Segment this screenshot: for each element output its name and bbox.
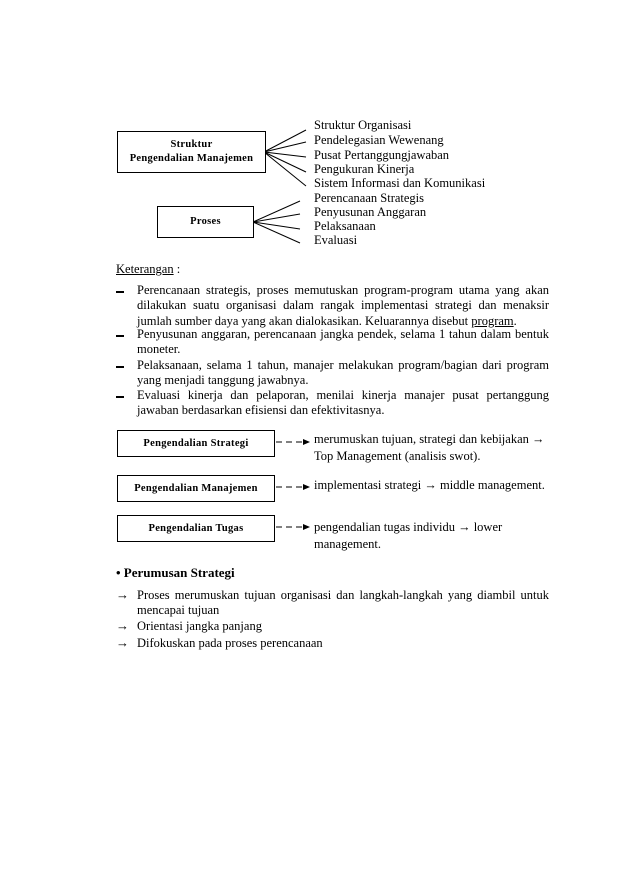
keterangan-item: Penyusunan anggaran, perencanaan jangka pendek, selama 1 tahun dalam bentuk moneter. xyxy=(137,327,549,357)
struktur-item: Pendelegasian Wewenang xyxy=(314,133,444,147)
program-link: program xyxy=(471,313,514,328)
level-desc xyxy=(314,477,545,494)
struktur-item: Struktur Organisasi xyxy=(314,118,412,132)
keterangan-colon: : xyxy=(173,262,181,276)
perumusan-item-line: Proses merumuskan tujuan organisasi dan langkah-langkah yang diambil untuk xyxy=(137,588,549,602)
proses-box xyxy=(157,206,254,238)
struktur-item: Pengukuran Kinerja xyxy=(314,162,415,176)
dash-bullet xyxy=(116,335,124,337)
struktur-box-line1: Struktur xyxy=(170,139,213,150)
keterangan-item-end: . xyxy=(513,313,517,328)
dash-bullet xyxy=(116,291,124,293)
level-desc-line: Top Management (analisis swot). xyxy=(314,449,481,463)
level-desc-line: merumuskan tujuan, strategi dan kebijakan → xyxy=(314,432,545,446)
pengendalian-strategi-box xyxy=(117,430,275,457)
proses-box-label: Proses xyxy=(190,216,221,227)
dash-bullet xyxy=(116,366,124,368)
perumusan-item: Difokuskan pada proses perencanaan xyxy=(137,636,323,650)
dash-bullet xyxy=(116,396,124,398)
level-desc-line: pengendalian tugas individu → lower xyxy=(314,520,503,534)
struktur-box xyxy=(117,131,266,173)
arrow-bullet: → xyxy=(116,587,129,602)
arrow-bullet: → xyxy=(116,618,129,633)
perumusan-item xyxy=(137,588,549,619)
level-desc xyxy=(314,431,545,465)
pengendalian-manajemen-box xyxy=(117,475,275,502)
keterangan-item: Pelaksanaan, selama 1 tahun, manajer melakukan program/bagian dari program yang menjadi tanggung jawabnya. xyxy=(137,358,549,388)
level-desc xyxy=(314,519,502,553)
struktur-item: Pusat Pertanggungjawaban xyxy=(314,148,450,162)
keterangan-item: Evaluasi kinerja dan pelaporan, menilai kinerja manajer pusat pertanggung jawaban berdasarkan efisiensi dan efektivitasnya. xyxy=(137,388,549,418)
keterangan-heading xyxy=(116,262,180,277)
perumusan-item-line: mencapai tujuan xyxy=(137,603,220,618)
level-box-label: Pengendalian Manajemen xyxy=(134,482,258,494)
level-desc-line: management. xyxy=(314,537,381,551)
keterangan-label: Keterangan xyxy=(116,262,174,276)
perumusan-heading: • Perumusan Strategi xyxy=(116,565,235,580)
level-box-label: Pengendalian Tugas xyxy=(148,522,244,534)
keterangan-item-text: Perencanaan strategis, proses memutuskan program-program utama yang akan dilakukan suatu organisasi dalam rangak implementasi strategi dan menaksir jumlah sumber daya yang akan dialokasikan. Keluarannya disebut xyxy=(137,283,549,328)
level-box-label: Pengendalian Strategi xyxy=(143,437,249,449)
level-desc-line: implementasi strategi → middle management. xyxy=(314,478,545,492)
arrow-bullet: → xyxy=(116,635,129,650)
pengendalian-tugas-box xyxy=(117,515,275,542)
proses-item: Evaluasi xyxy=(314,233,358,247)
proses-item: Pelaksanaan xyxy=(314,219,376,233)
struktur-box-line2: Pengendalian Manajemen xyxy=(129,153,254,164)
proses-item: Perencanaan Strategis xyxy=(314,191,425,205)
perumusan-item: Orientasi jangka panjang xyxy=(137,619,262,633)
struktur-item: Sistem Informasi dan Komunikasi xyxy=(314,176,486,190)
keterangan-item xyxy=(137,283,549,329)
proses-item: Penyusunan Anggaran xyxy=(314,205,427,219)
